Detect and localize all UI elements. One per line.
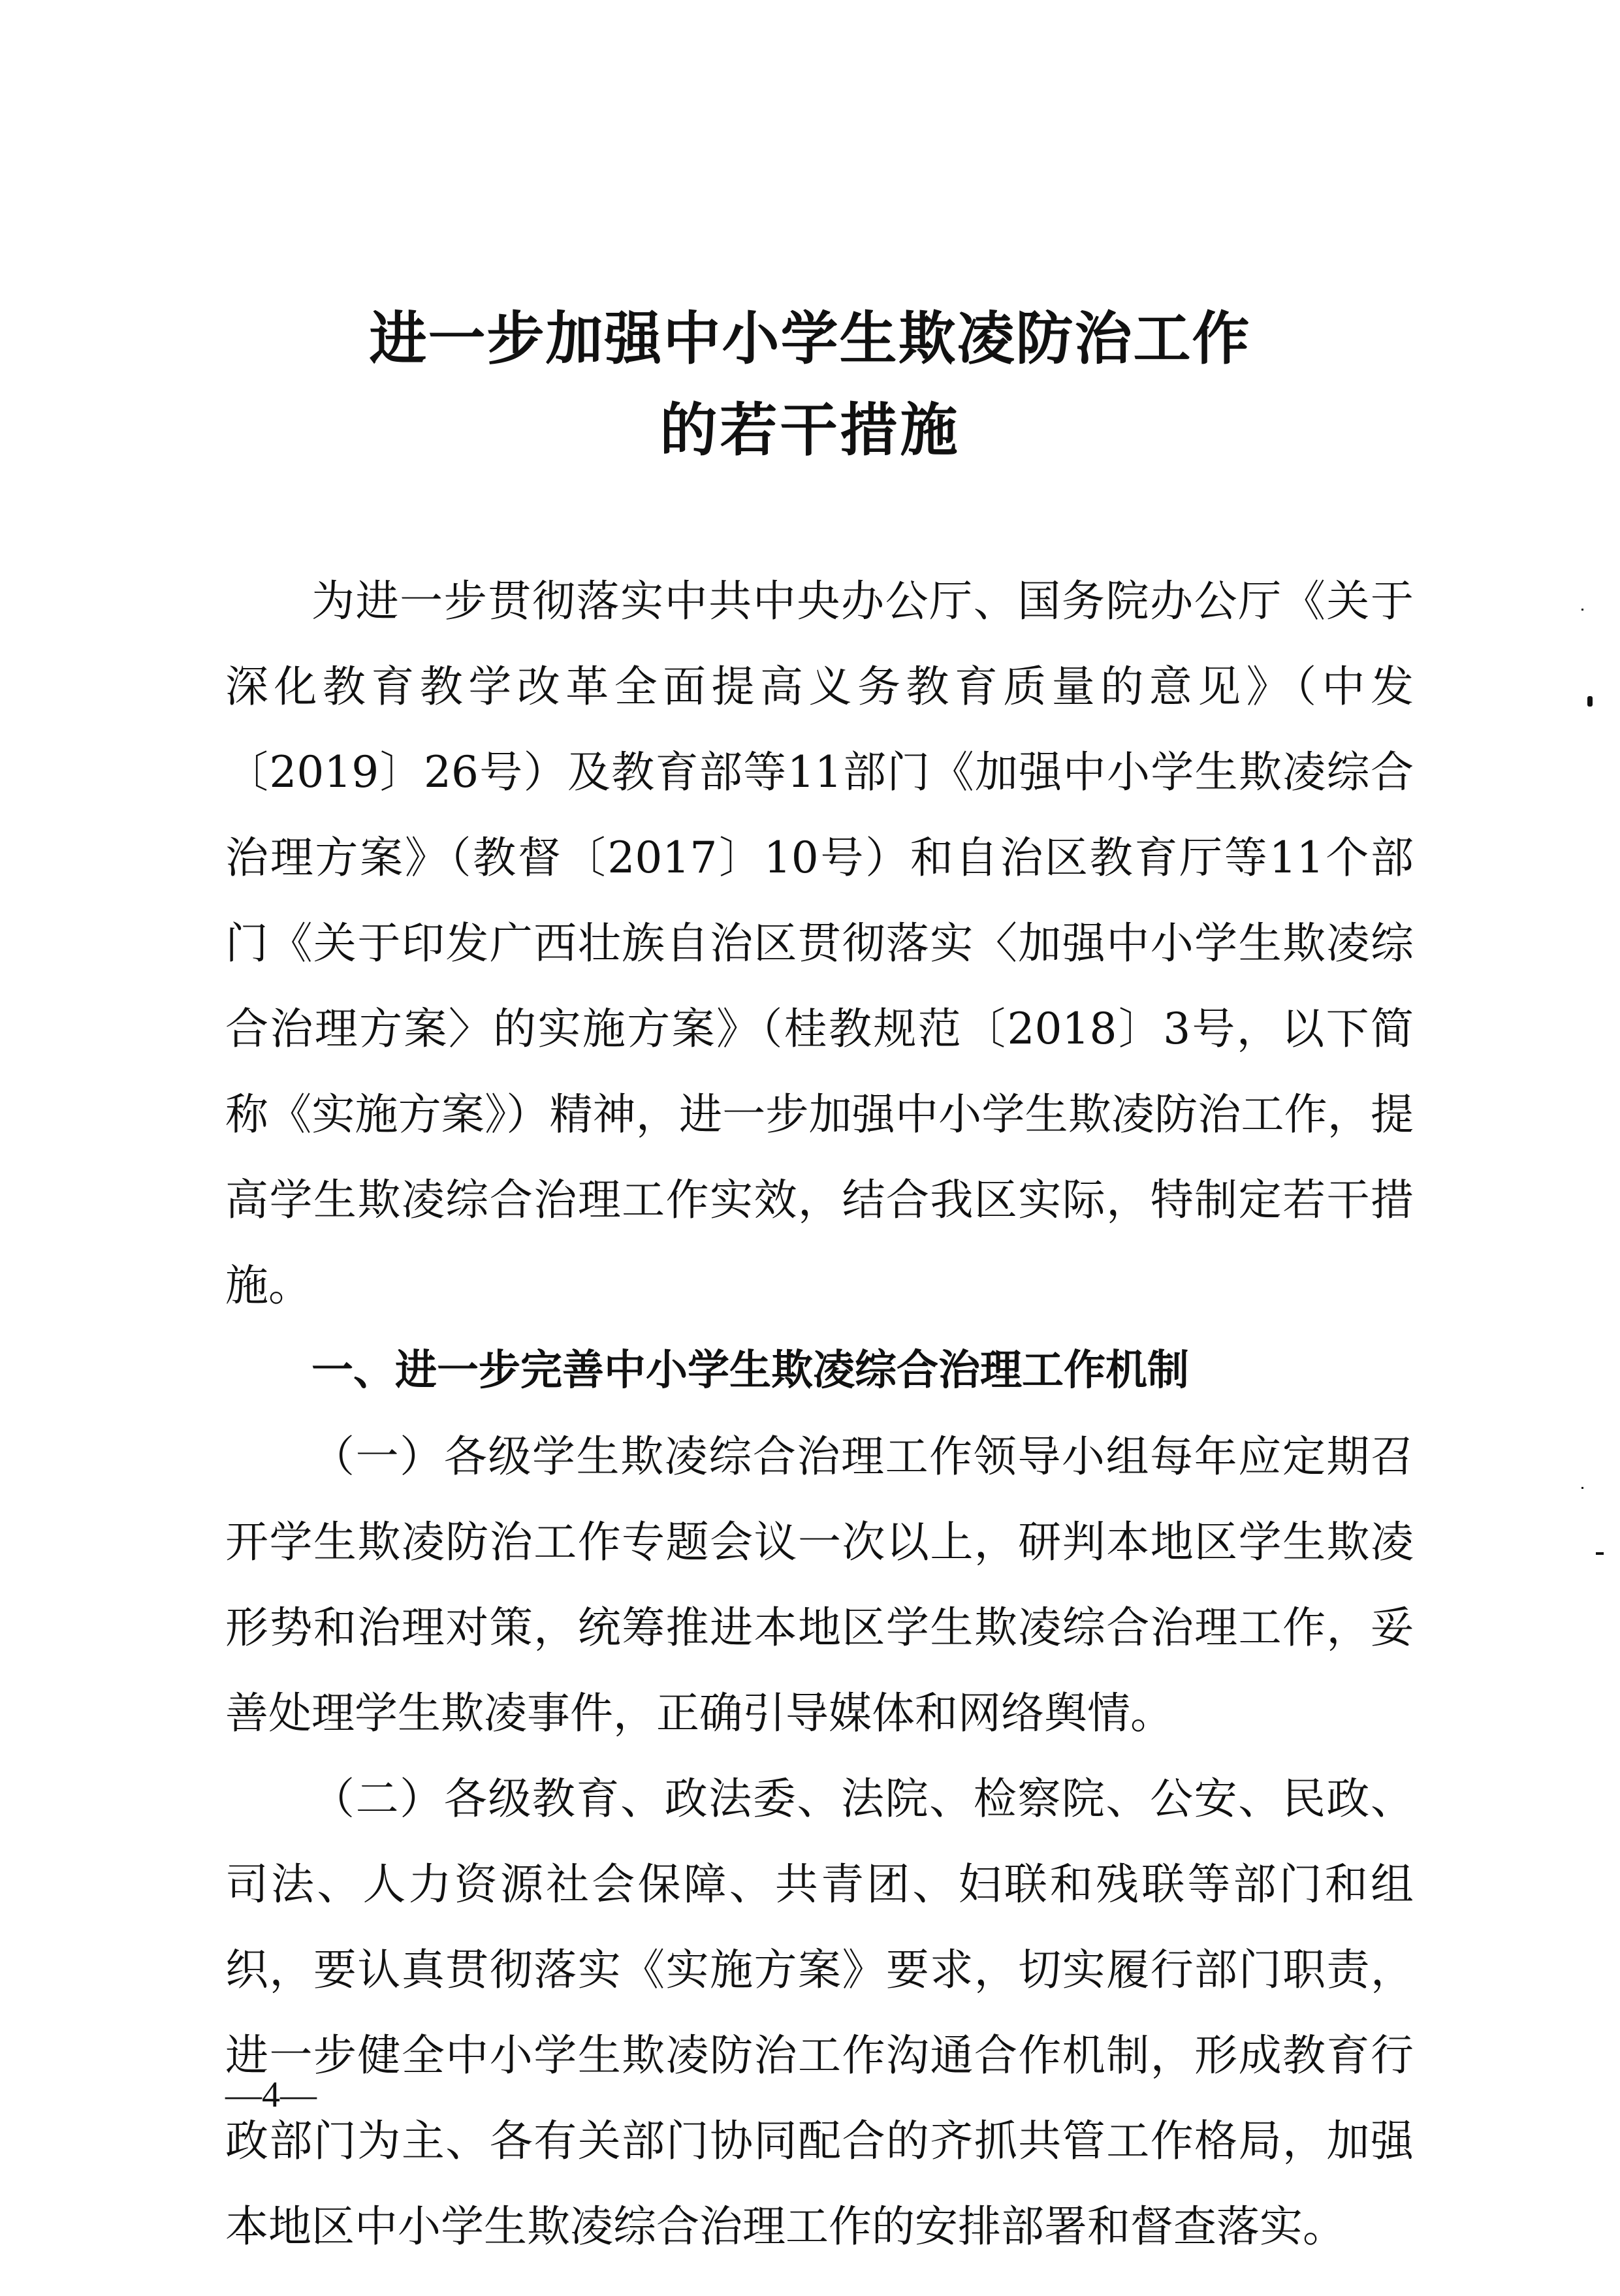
document-title-line-2: 的若干措施 [659, 396, 961, 464]
section-heading-1: 一、进一步完善中小学生欺凌综合治理工作机制 [311, 1347, 1189, 1395]
item-paragraph-1: （一）各级学生欺凌综合治理工作领导小组每年应定期召开学生欺凌防治工作专题会议一次以上，研判本地区学生欺凌形势和治理对策，统筹推进本地区学生欺凌综合治理工作，妥善处理学生欺凌事件，正确引导媒体和网络舆情。 [225, 1431, 1414, 1738]
page-number: —4— [225, 2075, 317, 2115]
document-title-line-1: 进一步加强中小学生欺凌防治工作 [369, 304, 1251, 372]
scan-artifact-dot [1581, 1487, 1583, 1489]
document-body [225, 558, 1414, 2269]
scan-artifact-dot [1581, 609, 1583, 611]
item-paragraph-2: （二）各级教育、政法委、法院、检察院、公安、民政、司法、人力资源社会保障、共青团、妇联和残联等部门和组织，要认真贯彻落实《实施方案》要求，切实履行部门职责，进一步健全中小学生欺凌防治工作沟通合作机制，形成教育行政部门为主、各有关部门协同配合的齐抓共管工作格局，加强本地区中小学生欺凌综合治理工作的安排部署和督查落实。 [225, 1774, 1414, 2252]
scan-artifact-mark [1587, 696, 1593, 707]
intro-paragraph: 为进一步贯彻落实中共中央办公厅、国务院办公厅《关于深化教育教学改革全面提高义务教育质量的意见》（中发〔2019〕26号）及教育部等11部门《加强中小学生欺凌综合治理方案》（教督〔2017〕10号）和自治区教育厅等11个部门《关于印发广西壮族自治区贯彻落实〈加强中小学生欺凌综合治理方案〉的实施方案》（桂教规范〔2018〕3号，以下简称《实施方案》）精神，进一步加强中小学生欺凌防治工作，提高学生欺凌综合治理工作实效，结合我区实际，特制定若干措施。 [225, 576, 1414, 1311]
scan-artifact-mark [1596, 1552, 1604, 1555]
